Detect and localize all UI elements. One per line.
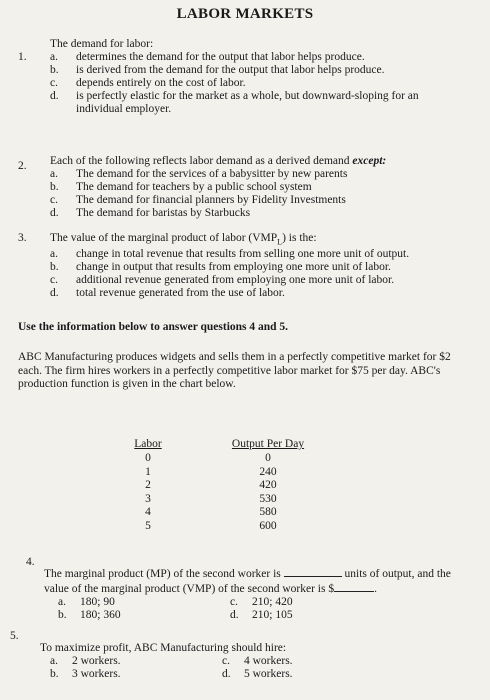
question-5-option-d-letter: d.: [222, 668, 231, 680]
question-5-number: 5.: [10, 630, 19, 642]
question-2-option-d: d. The demand for baristas by Starbucks: [50, 207, 251, 219]
question-2-option-b: b. The demand for teachers by a public school system: [50, 181, 312, 193]
table-row: 4 580: [145, 506, 277, 518]
table-row: 2 420: [145, 479, 277, 491]
question-2: [50, 155, 470, 220]
question-4: [44, 566, 474, 622]
question-4-option-a-text: 180; 90: [80, 596, 115, 608]
question-3-option-c: c. additional revenue generated from employing one more unit of labor.: [50, 274, 395, 287]
question-4-options: [58, 596, 474, 622]
question-3-option-a: a. change in total revenue that results from selling one more unit of output.: [50, 248, 410, 261]
question-2-stem: Each of the following reflects labor demand as a derived demand except:: [50, 155, 387, 167]
question-5-options: [50, 655, 470, 681]
question-1-option-d: d. is perfectly elastic for the market as a whole, but downward-sloping for an individual employer.: [50, 90, 419, 115]
question-4-line-2: value of the marginal product (VMP) of the second worker is $ .: [44, 583, 377, 595]
question-4-number: 4.: [26, 556, 35, 568]
scenario-paragraph: ABC Manufacturing produces widgets and sells them in a perfectly competitive market for $2 each. The firm hires workers in a perfectly competitive labor market for $75 per day. ABC's production function is given in the chart below.: [18, 351, 451, 390]
table-row: 5 600: [145, 519, 277, 532]
question-1: [50, 38, 470, 116]
question-4-line-1: The marginal product (MP) of the second worker is units of output, and the: [44, 568, 451, 580]
labor-header: Labor: [134, 438, 162, 450]
question-4-option-c-text: 210; 420: [252, 596, 293, 608]
question-3-option-d: d. total revenue generated from the use of labor.: [50, 287, 285, 300]
question-1-stem: The demand for labor:: [50, 38, 154, 50]
question-2-option-a: a. The demand for the services of a babysitter by new parents: [50, 168, 348, 180]
question-5-option-c-text: 4 workers.: [244, 655, 293, 667]
question-5-stem: To maximize profit, ABC Manufacturing should hire:: [40, 642, 287, 654]
question-5-option-a-text: 2 workers.: [72, 655, 121, 667]
mp-answer-blank: [284, 566, 342, 577]
table-row: 0 0: [145, 452, 271, 464]
question-5-option-c-letter: c.: [222, 655, 230, 667]
question-5-option-b-letter: b.: [50, 668, 59, 680]
table-row: 1 240: [145, 465, 277, 478]
question-4-option-b-letter: b.: [58, 609, 67, 621]
question-1-option-b: b. is derived from the demand for the output that labor helps produce.: [50, 64, 385, 76]
question-4-option-a-letter: a.: [58, 596, 66, 608]
question-1-option-a: a. determines the demand for the output that labor helps produce.: [50, 51, 365, 63]
question-4-option-d-letter: d.: [230, 609, 239, 621]
page-title: LABOR MARKETS: [176, 6, 314, 22]
vmp-answer-blank: [334, 581, 374, 592]
question-3-number: 3.: [18, 232, 27, 244]
question-3-stem: The value of the marginal product of labor $(VMP_L)$ is the:: [50, 232, 317, 247]
output-header: Output Per Day: [231, 438, 305, 450]
production-table-header: [128, 438, 308, 452]
question-4-option-d-text: 210; 105: [252, 609, 293, 621]
question-3-option-b: b. change in output that results from employing one more unit of labor.: [50, 261, 391, 274]
question-4-option-b-text: 180; 360: [80, 609, 121, 621]
instruction-text: Use the information below to answer questions 4 and 5.: [18, 321, 289, 333]
question-2-number: 2.: [18, 160, 27, 172]
question-5-option-d-text: 5 workers.: [244, 668, 293, 680]
question-2-option-c: c. The demand for financial planners by Fidelity Investments: [50, 194, 346, 206]
table-row: 3 530: [145, 492, 277, 505]
question-3: [50, 232, 470, 300]
production-table: [128, 438, 308, 533]
question-1-option-c: c. depends entirely on the cost of labor.: [50, 77, 246, 89]
question-5-option-b-text: 3 workers.: [72, 668, 121, 680]
question-5: [40, 642, 470, 681]
question-1-number: 1.: [18, 51, 27, 63]
question-5-option-a-letter: a.: [50, 655, 58, 667]
question-4-option-c-letter: c.: [230, 596, 238, 608]
